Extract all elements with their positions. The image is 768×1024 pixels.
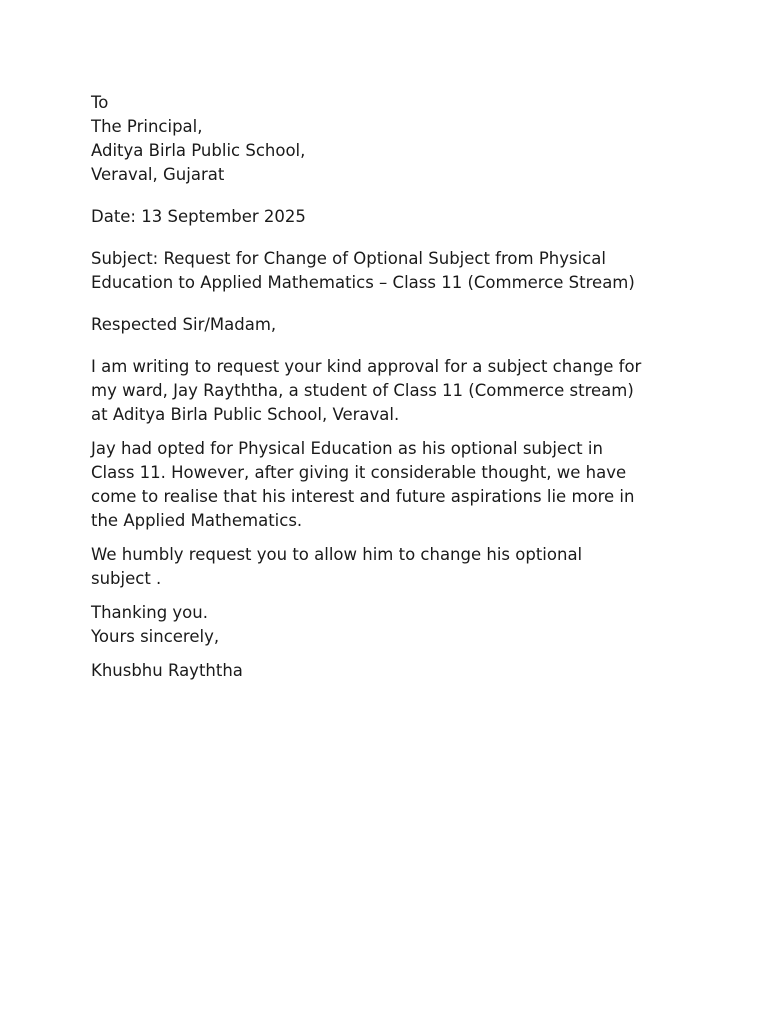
address-location: Veraval, Gujarat — [91, 165, 225, 184]
letter-closing — [91, 601, 691, 649]
date-text: Date: 13 September 2025 — [91, 207, 306, 226]
paragraph-1-line-2: my ward, Jay Rayththa, a student of Class 11 (Commerce stream) — [91, 381, 634, 400]
subject-line-2: Education to Applied Mathematics – Class 11 (Commerce Stream) — [91, 273, 635, 292]
paragraph-2-line-3: come to realise that his interest and future aspirations lie more in — [91, 487, 635, 506]
closing-thanks: Thanking you. — [91, 603, 208, 622]
letter-page — [91, 91, 691, 683]
salutation-text: Respected Sir/Madam, — [91, 315, 277, 334]
letter-date — [91, 205, 691, 229]
paragraph-3-line-1: We humbly request you to allow him to change his optional — [91, 545, 583, 564]
subject-line-1: Subject: Request for Change of Optional Subject from Physical — [91, 249, 606, 268]
paragraph-1-line-1: I am writing to request your kind approval for a subject change for — [91, 357, 642, 376]
paragraph-2-line-4: the Applied Mathematics. — [91, 511, 303, 530]
letter-signature — [91, 659, 691, 683]
address-school: Aditya Birla Public School, — [91, 141, 306, 160]
address-to: To — [91, 93, 109, 112]
paragraph-3-line-2: subject . — [91, 569, 162, 588]
signature-name: Khusbhu Rayththa — [91, 661, 243, 680]
letter-salutation — [91, 313, 691, 337]
body-paragraph-3 — [91, 543, 691, 591]
paragraph-1-line-3: at Aditya Birla Public School, Veraval. — [91, 405, 400, 424]
body-paragraph-2 — [91, 437, 691, 533]
closing-sign-off: Yours sincerely, — [91, 627, 220, 646]
address-recipient: The Principal, — [91, 117, 203, 136]
body-paragraph-1 — [91, 355, 691, 427]
letter-subject — [91, 247, 691, 295]
paragraph-2-line-2: Class 11. However, after giving it considerable thought, we have — [91, 463, 627, 482]
paragraph-2-line-1: Jay had opted for Physical Education as his optional subject in — [91, 439, 603, 458]
recipient-address — [91, 91, 691, 187]
